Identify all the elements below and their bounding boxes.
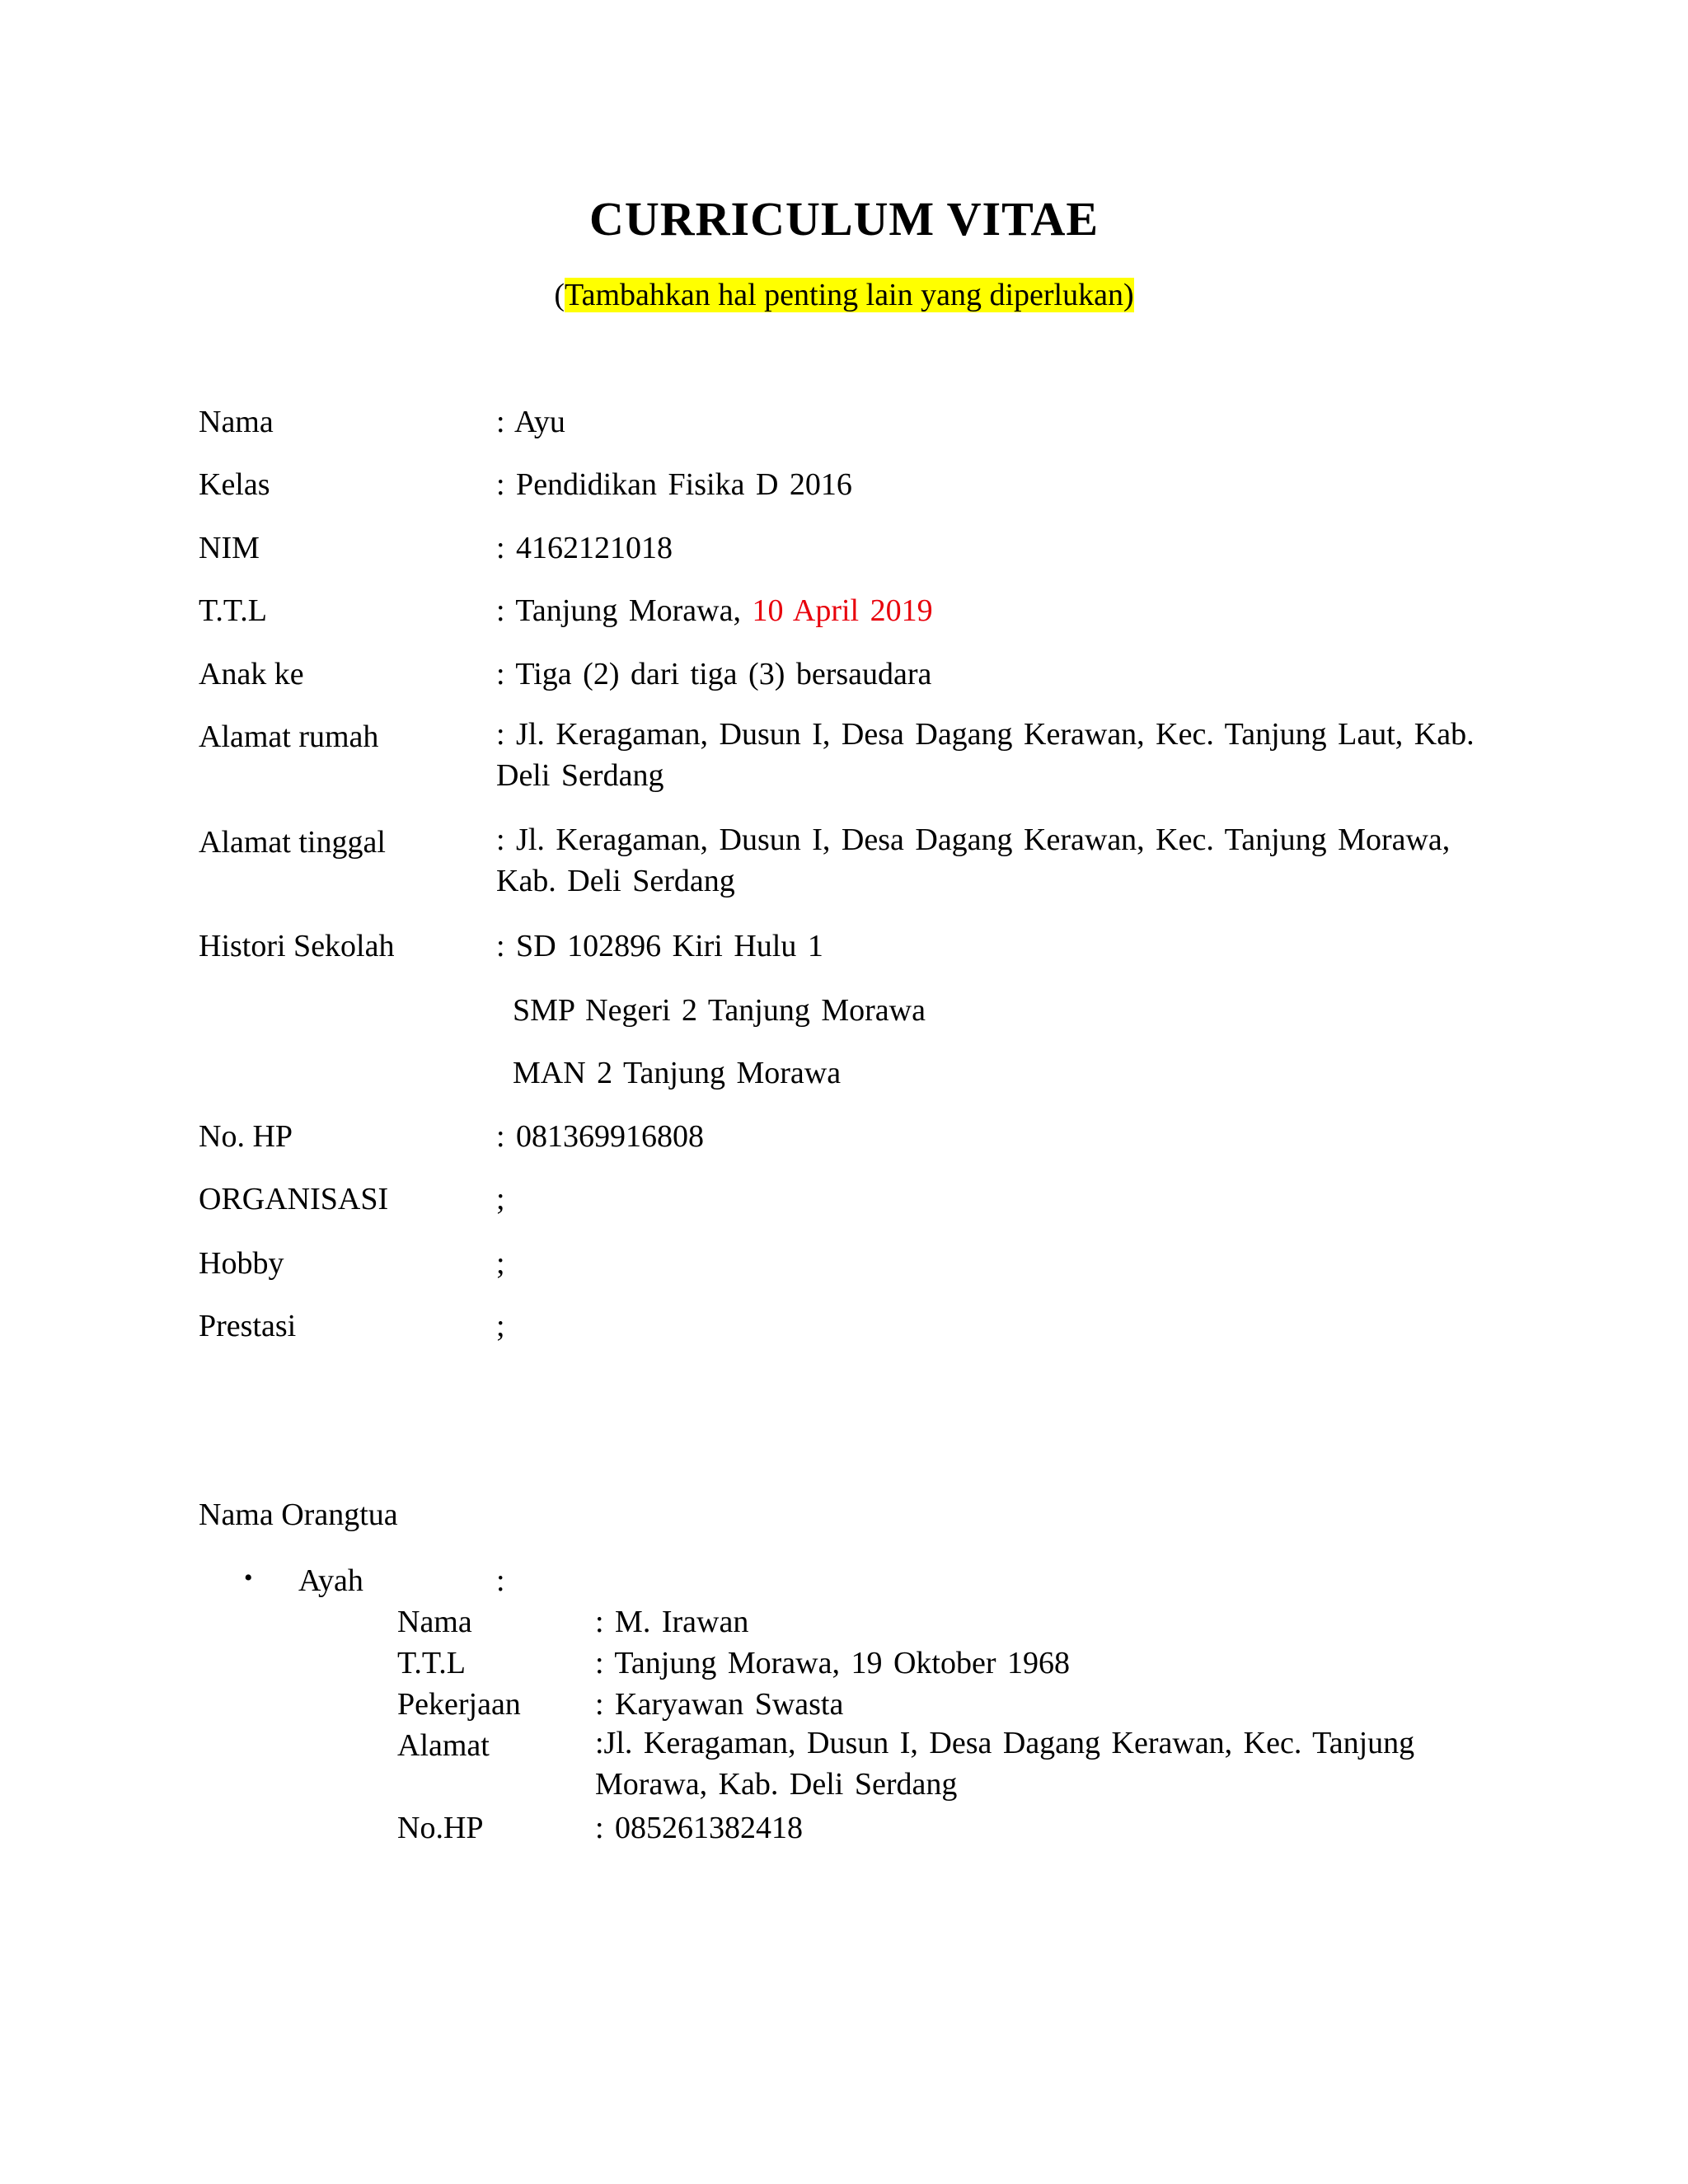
field-label-prestasi: Prestasi	[199, 1309, 297, 1343]
bullet-icon: •	[244, 1564, 253, 1591]
father-value-alamat: :Jl. Keragaman, Dusun I, Desa Dagang Kerawan, Kec. Tanjung Morawa, Kab. Deli Serdang	[595, 1726, 1415, 1802]
field-label-nim: NIM	[199, 531, 260, 565]
father-label: Ayah	[298, 1563, 363, 1598]
field-value-histori-sekolah: : SD 102896 Kiri Hulu 1	[496, 929, 823, 963]
field-label-no-hp: No. HP	[199, 1119, 293, 1154]
father-label-pekerjaan: Pekerjaan	[397, 1687, 521, 1722]
field-label-nama: Nama	[199, 405, 274, 439]
father-label-no-hp: No.HP	[397, 1811, 484, 1845]
field-label-alamat-rumah: Alamat rumah	[199, 719, 379, 754]
field-label-ttl: T.T.L	[199, 593, 267, 628]
school-smp: SMP Negeri 2 Tanjung Morawa	[513, 993, 926, 1028]
field-value-hobby: ;	[496, 1246, 505, 1281]
field-value-ttl	[496, 593, 933, 629]
field-value-nama: : Ayu	[496, 405, 565, 439]
father-label-alamat: Alamat	[397, 1728, 490, 1763]
father-value-nama: : M. Irawan	[595, 1605, 749, 1639]
field-label-histori-sekolah: Histori Sekolah	[199, 929, 395, 963]
ttl-date: 10 April 2019	[752, 593, 933, 628]
field-label-organisasi: ORGANISASI	[199, 1182, 389, 1216]
field-label-anak-ke: Anak ke	[199, 657, 304, 691]
subtitle-open-paren: (	[554, 278, 565, 312]
subtitle-highlight: Tambahkan hal penting lain yang diperlukan)	[565, 278, 1134, 312]
father-value-ttl: : Tanjung Morawa, 19 Oktober 1968	[595, 1646, 1070, 1680]
field-label-alamat-tinggal: Alamat tinggal	[199, 825, 386, 860]
field-value-nim: : 4162121018	[496, 531, 673, 565]
field-value-alamat-rumah: : Jl. Keragaman, Dusun I, Desa Dagang Kerawan, Kec. Tanjung Laut, Kab. Deli Serdang	[496, 717, 1475, 793]
father-value-pekerjaan: : Karyawan Swasta	[595, 1687, 844, 1722]
field-value-anak-ke: : Tiga (2) dari tiga (3) bersaudara	[496, 657, 932, 691]
father-label-ttl: T.T.L	[397, 1646, 466, 1680]
document-subtitle	[0, 277, 1688, 313]
field-value-no-hp: : 081369916808	[496, 1119, 705, 1154]
father-colon: :	[496, 1563, 505, 1598]
field-value-alamat-tinggal: : Jl. Keragaman, Dusun I, Desa Dagang Kerawan, Kec. Tanjung Morawa, Kab. Deli Serdang	[496, 823, 1451, 898]
father-value-no-hp: : 085261382418	[595, 1811, 804, 1845]
field-label-hobby: Hobby	[199, 1246, 284, 1281]
field-value-organisasi: ;	[496, 1182, 505, 1216]
father-label-nama: Nama	[397, 1605, 472, 1639]
section-title-orangtua: Nama Orangtua	[199, 1497, 398, 1532]
field-value-prestasi: ;	[496, 1309, 505, 1343]
field-label-kelas: Kelas	[199, 467, 270, 502]
document-title: CURRICULUM VITAE	[588, 192, 1100, 246]
ttl-place: : Tanjung Morawa,	[496, 593, 753, 628]
school-man: MAN 2 Tanjung Morawa	[513, 1056, 842, 1090]
field-value-kelas: : Pendidikan Fisika D 2016	[496, 467, 852, 502]
